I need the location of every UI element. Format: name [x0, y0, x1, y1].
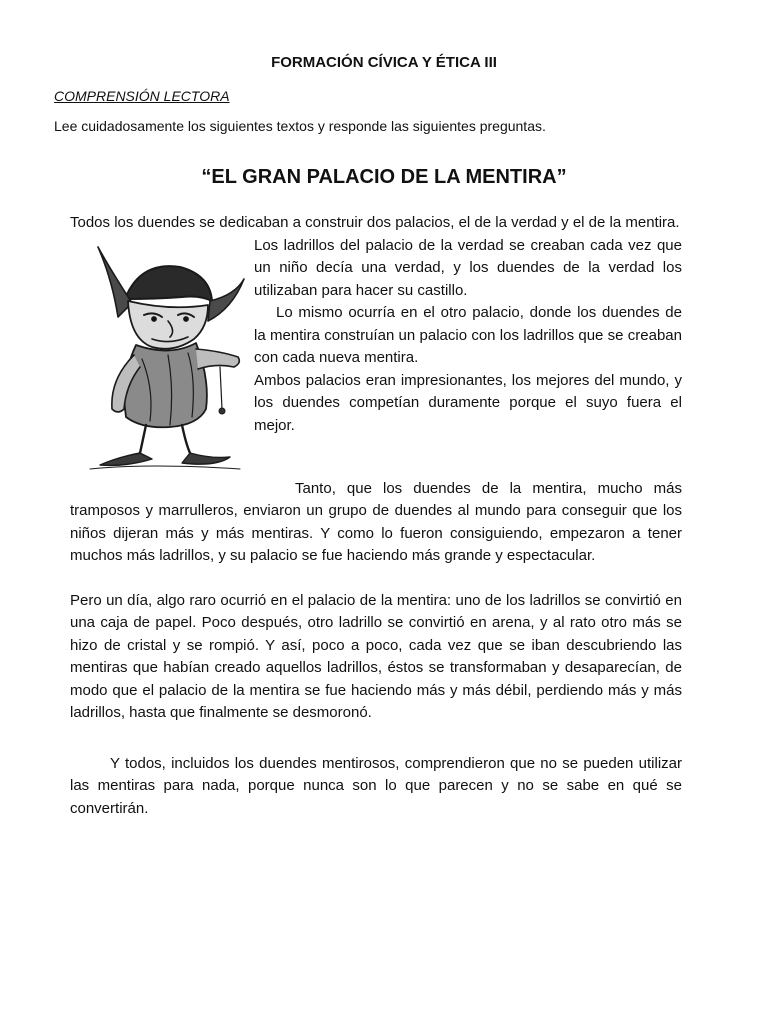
story-paragraph-2: Los ladrillos del palacio de la verdad se creaban cada vez que un niño decía una verdad, y los duendes de la verdad los utilizaban para hacer su castillo.	[254, 236, 682, 299]
instructions-text: Lee cuidadosamente los siguientes textos y responde las siguientes preguntas.	[54, 118, 546, 134]
section-heading: COMPRENSIÓN LECTORA	[54, 88, 230, 104]
document-subject: FORMACIÓN CÍVICA Y ÉTICA III	[271, 54, 497, 71]
story-paragraph-5: Tanto, que los duendes de la mentira, mucho más tramposos y marrulleros, enviaron un grupo de duendes al mundo para conseguir que los niños dijeran más y más mentiras. Y como lo fueron consiguiendo, empezaron a tener muchos más ladrillos, y su palacio se fue haciendo más grande y espectacular.	[70, 479, 682, 564]
goblin-illustration-icon	[70, 239, 246, 474]
story-paragraph-6: Pero un día, algo raro ocurrió en el palacio de la mentira: uno de los ladrillos se convirtió en una caja de papel. Poco después, otro ladrillo se convirtió en arena, y al rato otro más se hizo de cristal y se rompió. Y así, poco a poco, cada vez que se iban descubriendo las mentiras que habían creado aquellos ladrillos, éstos se transformaban y desaparecían, de modo que el palacio de la mentira se fue haciendo más y más débil, perdiendo más y más ladrillos, hasta que finalmente se desmoronó.	[70, 591, 682, 721]
story-paragraph-7: Y todos, incluidos los duendes mentirosos, comprendieron que no se pueden utilizar las mentiras para nada, porque nunca son lo que parecen y no se sabe en qué se convertirán.	[70, 754, 682, 817]
story-paragraph-1: Todos los duendes se dedicaban a construir dos palacios, el de la verdad y el de la mentira.	[70, 214, 680, 231]
story-title: “EL GRAN PALACIO DE LA MENTIRA”	[201, 166, 567, 188]
story-paragraph-4: Ambos palacios eran impresionantes, los mejores del mundo, y los duendes competían duramente porque el suyo fuera el mejor.	[254, 371, 682, 434]
story-body	[70, 212, 682, 820]
story-paragraph-3: Lo mismo ocurría en el otro palacio, donde los duendes de la mentira construían un palacio con los ladrillos que se creaban con cada nueva mentira.	[254, 304, 682, 366]
